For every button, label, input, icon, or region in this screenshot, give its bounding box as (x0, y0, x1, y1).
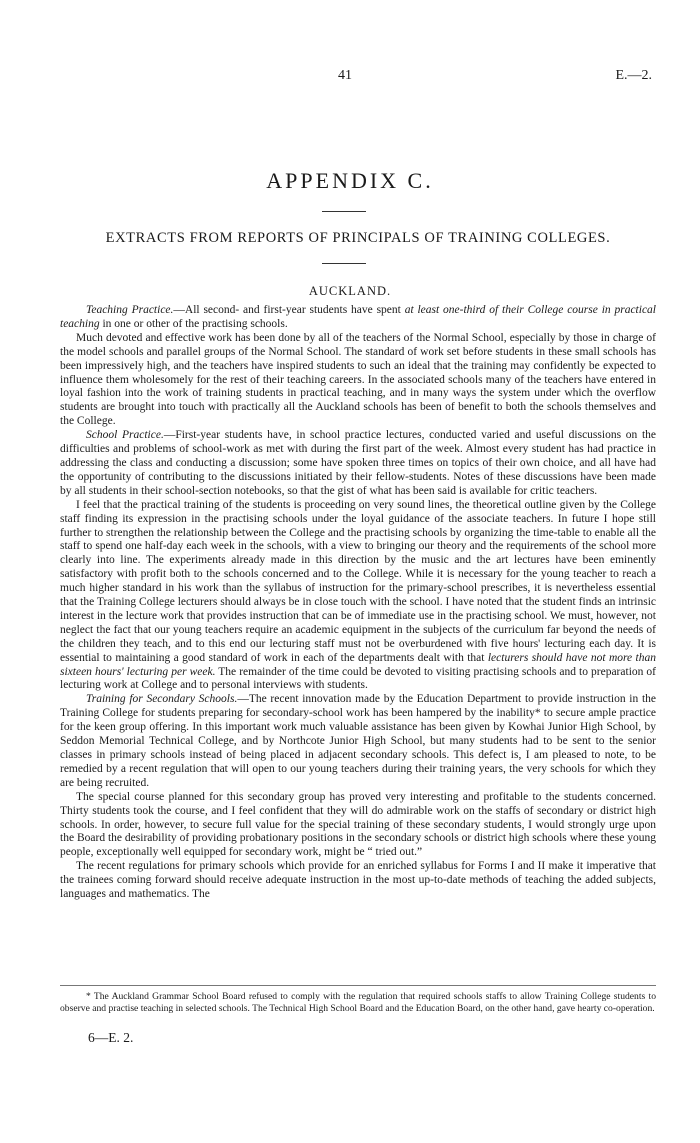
subtitle-divider (322, 263, 366, 264)
main-title: EXTRACTS FROM REPORTS OF PRINCIPALS OF TRAINING COLLEGES. (105, 230, 611, 246)
paragraph-school-practice: School Practice.—First-year students have, in school practice lectures, conducted varied and useful discussions on the difficulties and problems of school-work as met with during the first part of the week. Almost every student has had practice in addressing the class and conducting a discussion; some have spoken three times on topics of their own choice, and all have had the opportunity of contributing to the discussions initiated by their fellow-students. Notes of these discussions have been made by all students in their school-section notebooks, so that the gist of what has been said is available for critic teachers. (60, 429, 656, 497)
footnote-divider (60, 985, 656, 986)
paragraph-regulations: The recent regulations for primary schools which provide for an enriched syllabus for Forms I and II make it imperative that the trainees coming forward should receive adequate instruction in the most up-to-date methods of teaching the added subjects, languages and mathematics. The (60, 860, 656, 901)
paragraph-practical-training: I feel that the practical training of the students is proceeding on very sound lines, the theoretical outline given by the College staff finding its expression in the practising schools under the loyal guidance of the associate teachers. In future I hope still further to strengthen the relationship between the College and the practising schools by organizing the time-table to enable all the staff to spend one half-day each week in the schools, with a view to bringing our theory and the requirements of the school more clearly into line. The experiments already made in this direction by the music and the art lectures have been eminently satisfactory with profit both to the schools concerned and to the College. While it is necessary for the young teacher to reach a much higher standard in his work than the syllabus of instruction for the primary-school prescribes, it is nevertheless essential that the Training College lecturers should always be in close touch with the school. I have noted that the student finds an intrinsic interest in the lecture work that provides instruction that can be of immediate use in the practising school. We must, however, not neglect the fact that our young teachers require an academic equipment in the subjects of the curriculum far beyond the needs of the children they teach, and to this end our lecturing staff must not be overburdened with five hours' lecturing each day. It is essential to maintaining a good standard of work in each of the departments dealt with that lecturers should have not more than sixteen hours' lecturing per week. The remainder of the time could be devoted to visiting practising schools and to preparation of lecturing work at College and to personal interviews with students. (60, 498, 657, 692)
appendix-title: APPENDIX C. (266, 168, 434, 193)
emphasis: lecturers should have not more than sixteen hours' lecturing per week. (60, 651, 656, 678)
report-body (60, 304, 656, 902)
paragraph-teaching-practice: Teaching Practice.—All second- and first-year students have spent at least one-third of their College course in practical teaching in one or other of the practising schools. (60, 304, 656, 330)
document-reference: E.—2. (615, 68, 652, 83)
side-heading: Training for Secondary Schools. (86, 693, 238, 706)
page-number: 41 (338, 68, 352, 83)
region-heading: AUCKLAND. (308, 284, 392, 298)
side-heading: School Practice. (86, 429, 164, 442)
footnote: * The Auckland Grammar School Board refused to comply with the regulation that required schools staffs to allow Training College students to observe and practise teaching in selected schools. The Technical High School Board and the Education Board, on the other hand, gave hearty co-operation. (60, 991, 656, 1014)
signature-mark: 6—E. 2. (88, 1030, 134, 1045)
emphasis: at least one-third of their College course in practical teaching (60, 304, 656, 330)
paragraph-normal-school: Much devoted and effective work has been done by all of the teachers of the Normal School, especially by those in charge of the model schools and parallel groups of the Normal School. The standard of work set before students in these small schools has been impressively high, and the teachers have inspired students to such an ideal that the training may confidently be expected to influence them wholesomely for the rest of their teaching careers. In the associated schools many of the teachers have entered in loyal fashion into the work of training students in practical teaching, and in many ways the system under which the overflow students are brought into touch with practically all the Auckland schools has been of benefit to both the schools themselves and the College. (60, 331, 656, 428)
title-divider (322, 211, 366, 212)
paragraph-special-course: The special course planned for this secondary group has proved very interesting and profitable to the students concerned. Thirty students took the course, and I feel confident that they will do admirable work on the staffs of secondary or district high schools. In order, however, to secure full value for the special training of these secondary students, I would strongly urge upon the Board the desirability of providing probationary positions in the secondary schools or district high schools where these young people, exceptionally well equipped for secondary work, might be “ tried out.” (60, 790, 656, 859)
paragraph-secondary-schools: Training for Secondary Schools.—The recent innovation made by the Education Department to provide instruction in the Training College for students preparing for secondary-school work has been hampered by the inability* to secure ample practice for the keen group offering. In this important work much valuable assistance has been given by Kowhai Junior High School, by Seddon Memorial Technical College, and by Northcote Junior High School, but many students had to be sent to the senior classes in primary schools instead of being placed in adjacent secondary schools. This defect is, I am pleased to note, to be remedied by a recent regulation that will open to our young teachers during their training years, the very schools for which they are being recruited. (60, 693, 656, 789)
side-heading: Teaching Practice. (86, 304, 174, 316)
